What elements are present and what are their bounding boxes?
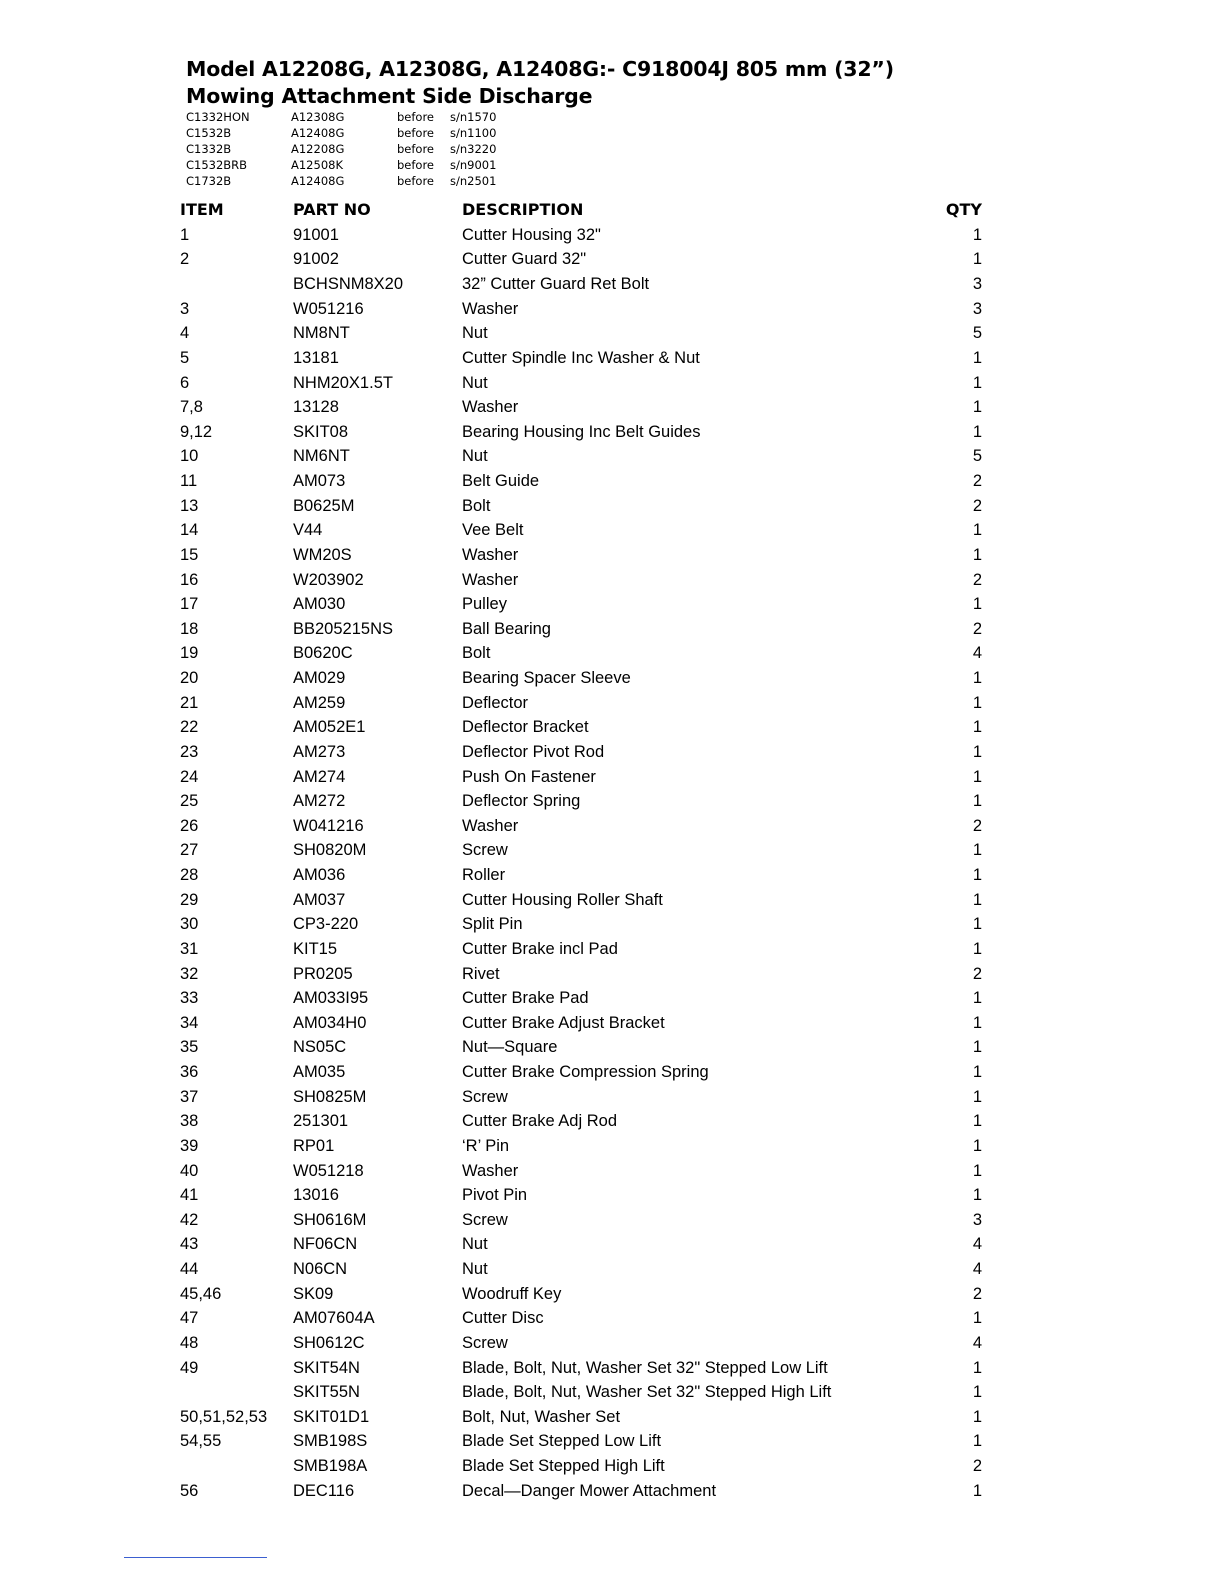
table-row [180, 1331, 1000, 1356]
cell-item: 39 [180, 1136, 199, 1155]
cell-item: 33 [180, 989, 199, 1008]
table-row [180, 1183, 1000, 1208]
cell-qty: 1 [972, 669, 982, 688]
cell-item: 37 [180, 1087, 199, 1106]
cell-item: 15 [180, 545, 199, 564]
table-header [180, 196, 1000, 223]
cell-part-no: W203902 [293, 570, 364, 589]
cell-item: 21 [180, 693, 199, 712]
cell-description: Rivet [462, 964, 500, 983]
cell-item: 45,46 [180, 1284, 222, 1303]
cell-qty: 1 [972, 1432, 982, 1451]
cell-part-no: SK09 [293, 1284, 334, 1303]
cell-part-no: 13181 [293, 348, 339, 367]
cell-description: Bolt [462, 644, 491, 663]
serial-when: before [397, 142, 435, 156]
table-row [180, 913, 1000, 938]
cell-item: 38 [180, 1112, 199, 1131]
cell-part-no: W051218 [293, 1161, 364, 1180]
cell-description: Bearing Housing Inc Belt Guides [462, 422, 701, 441]
cell-part-no: B0620C [293, 644, 353, 663]
cell-item: 27 [180, 841, 199, 860]
serial-note-row [186, 125, 496, 141]
table-row [180, 789, 1000, 814]
cell-qty: 1 [972, 1013, 982, 1032]
cell-qty: 1 [972, 841, 982, 860]
table-row [180, 1380, 1000, 1405]
serial-when: before [397, 126, 435, 140]
cell-item: 17 [180, 595, 199, 614]
table-row [180, 519, 1000, 544]
cell-item: 48 [180, 1333, 199, 1352]
cell-description: Woodruff Key [462, 1284, 562, 1303]
cell-description: Vee Belt [462, 521, 524, 540]
cell-qty: 1 [972, 1186, 982, 1205]
cell-part-no: AM07604A [293, 1309, 375, 1328]
cell-part-no: AM052E1 [293, 718, 366, 737]
cell-qty: 1 [972, 792, 982, 811]
cell-qty: 3 [972, 1210, 982, 1229]
footer-rule [124, 1557, 267, 1558]
cell-item: 43 [180, 1235, 199, 1254]
column-header-item: ITEM [180, 200, 224, 219]
table-row [180, 223, 1000, 248]
cell-qty: 1 [972, 225, 982, 244]
cell-qty: 1 [972, 1038, 982, 1057]
cell-part-no: SKIT01D1 [293, 1407, 370, 1426]
cell-item: 47 [180, 1309, 199, 1328]
cell-item: 2 [180, 250, 190, 269]
cell-description: Cutter Disc [462, 1309, 544, 1328]
table-row [180, 1159, 1000, 1184]
cell-item: 25 [180, 792, 199, 811]
cell-qty: 5 [972, 447, 982, 466]
cell-qty: 2 [972, 1284, 982, 1303]
cell-qty: 2 [972, 1457, 982, 1476]
table-row [180, 765, 1000, 790]
cell-description: Blade Set Stepped Low Lift [462, 1432, 662, 1451]
cell-description: Washer [462, 545, 519, 564]
cell-part-no: DEC116 [293, 1481, 355, 1500]
cell-qty: 2 [972, 472, 982, 491]
cell-part-no: NM8NT [293, 324, 350, 343]
cell-qty: 5 [972, 324, 982, 343]
cell-item: 44 [180, 1260, 199, 1279]
serial-number: s/n1570 [450, 110, 497, 124]
cell-part-no: AM073 [293, 472, 346, 491]
table-row [180, 1134, 1000, 1159]
cell-description: Belt Guide [462, 472, 540, 491]
cell-part-no: AM272 [293, 792, 346, 811]
cell-description: Nut—Square [462, 1038, 558, 1057]
table-row [180, 420, 1000, 445]
cell-description: Push On Fastener [462, 767, 596, 786]
cell-part-no: PR0205 [293, 964, 353, 983]
serial-code: C1332B [186, 142, 232, 156]
cell-item: 54,55 [180, 1432, 222, 1451]
cell-item: 29 [180, 890, 199, 909]
serial-number: s/n9001 [450, 158, 497, 172]
cell-description: Deflector Pivot Rod [462, 742, 605, 761]
cell-part-no: 13128 [293, 398, 339, 417]
cell-description: Nut [462, 447, 488, 466]
cell-qty: 2 [972, 816, 982, 835]
cell-qty: 1 [972, 348, 982, 367]
cell-description: Ball Bearing [462, 619, 551, 638]
table-row [180, 1356, 1000, 1381]
cell-qty: 1 [972, 1481, 982, 1500]
cell-part-no: SMB198S [293, 1432, 368, 1451]
cell-item: 40 [180, 1161, 199, 1180]
table-row [180, 839, 1000, 864]
cell-description: Cutter Brake Pad [462, 989, 589, 1008]
parts-table [180, 196, 1000, 1504]
cell-part-no: AM273 [293, 742, 346, 761]
cell-description: Cutter Spindle Inc Washer & Nut [462, 348, 700, 367]
cell-qty: 1 [972, 1383, 982, 1402]
serial-code: C1532BRB [186, 158, 248, 172]
cell-item: 22 [180, 718, 199, 737]
serial-model: A12408G [291, 174, 345, 188]
cell-qty: 1 [972, 422, 982, 441]
cell-part-no: SH0612C [293, 1333, 365, 1352]
cell-description: Deflector [462, 693, 529, 712]
cell-item: 56 [180, 1481, 199, 1500]
cell-qty: 1 [972, 693, 982, 712]
cell-item: 11 [180, 472, 198, 491]
cell-description: Roller [462, 866, 506, 885]
cell-qty: 4 [972, 1235, 982, 1254]
table-row [180, 1036, 1000, 1061]
table-row [180, 322, 1000, 347]
cell-description: Nut [462, 373, 488, 392]
serial-notes [186, 109, 496, 189]
column-header-qty: QTY [945, 200, 982, 219]
table-row [180, 1011, 1000, 1036]
cell-description: Cutter Guard 32" [462, 250, 587, 269]
table-row [180, 248, 1000, 273]
serial-model: A12408G [291, 126, 345, 140]
cell-item: 19 [180, 644, 199, 663]
cell-qty: 1 [972, 1407, 982, 1426]
cell-description: Cutter Brake Adjust Bracket [462, 1013, 665, 1032]
serial-when: before [397, 158, 435, 172]
cell-item: 16 [180, 570, 199, 589]
serial-note-row [186, 173, 496, 189]
table-row [180, 888, 1000, 913]
table-row [180, 937, 1000, 962]
cell-qty: 2 [972, 570, 982, 589]
cell-description: Decal—Danger Mower Attachment [462, 1481, 717, 1500]
cell-item: 23 [180, 742, 199, 761]
cell-description: Blade, Bolt, Nut, Washer Set 32" Stepped Low Lift [462, 1358, 828, 1377]
cell-item: 3 [180, 299, 190, 318]
serial-number: s/n3220 [450, 142, 497, 156]
table-row [180, 1110, 1000, 1135]
cell-qty: 3 [972, 299, 982, 318]
cell-part-no: SKIT55N [293, 1383, 360, 1402]
cell-description: Nut [462, 324, 488, 343]
cell-description: Pulley [462, 595, 507, 614]
cell-qty: 1 [972, 1309, 982, 1328]
cell-part-no: NS05C [293, 1038, 347, 1057]
table-row [180, 986, 1000, 1011]
table-row [180, 1454, 1000, 1479]
cell-description: Washer [462, 816, 519, 835]
serial-code: C1732B [186, 174, 232, 188]
table-row [180, 962, 1000, 987]
cell-qty: 2 [972, 964, 982, 983]
cell-description: 32” Cutter Guard Ret Bolt [462, 275, 650, 294]
cell-part-no: WM20S [293, 545, 352, 564]
cell-part-no: SMB198A [293, 1457, 368, 1476]
table-row [180, 1208, 1000, 1233]
table-row [180, 568, 1000, 593]
serial-model: A12208G [291, 142, 345, 156]
cell-part-no: B0625M [293, 496, 355, 515]
cell-part-no: BB205215NS [293, 619, 393, 638]
table-row [180, 1060, 1000, 1085]
table-row [180, 371, 1000, 396]
cell-item: 13 [180, 496, 199, 515]
cell-qty: 1 [972, 718, 982, 737]
cell-qty: 1 [972, 890, 982, 909]
cell-part-no: AM037 [293, 890, 346, 909]
cell-description: Bolt, Nut, Washer Set [462, 1407, 621, 1426]
cell-part-no: SKIT08 [293, 422, 349, 441]
table-row [180, 494, 1000, 519]
cell-qty: 3 [972, 275, 982, 294]
cell-part-no: AM029 [293, 669, 346, 688]
cell-description: Nut [462, 1260, 488, 1279]
cell-part-no: SKIT54N [293, 1358, 360, 1377]
cell-description: Washer [462, 398, 519, 417]
cell-item: 36 [180, 1063, 199, 1082]
cell-qty: 1 [972, 398, 982, 417]
serial-number: s/n1100 [450, 126, 497, 140]
table-row [180, 1307, 1000, 1332]
cell-qty: 4 [972, 1333, 982, 1352]
cell-part-no: N06CN [293, 1260, 348, 1279]
table-body [180, 223, 1000, 1504]
cell-item: 30 [180, 915, 199, 934]
cell-item: 5 [180, 348, 190, 367]
serial-note-row [186, 109, 496, 125]
cell-description: Screw [462, 1333, 508, 1352]
cell-qty: 1 [972, 1161, 982, 1180]
cell-item: 4 [180, 324, 190, 343]
cell-item: 18 [180, 619, 199, 638]
cell-item: 26 [180, 816, 199, 835]
cell-item: 32 [180, 964, 199, 983]
table-row [180, 1233, 1000, 1258]
cell-part-no: AM259 [293, 693, 346, 712]
cell-description: Screw [462, 1087, 508, 1106]
cell-qty: 1 [972, 521, 982, 540]
cell-item: 20 [180, 669, 199, 688]
cell-item: 14 [180, 521, 199, 540]
cell-item: 50,51,52,53 [180, 1407, 268, 1426]
cell-qty: 4 [972, 644, 982, 663]
table-row [180, 1430, 1000, 1455]
cell-item: 34 [180, 1013, 199, 1032]
cell-qty: 1 [972, 915, 982, 934]
cell-description: Cutter Brake incl Pad [462, 939, 618, 958]
table-row [180, 642, 1000, 667]
cell-qty: 1 [972, 989, 982, 1008]
cell-part-no: NHM20X1.5T [293, 373, 393, 392]
table-row [180, 716, 1000, 741]
cell-qty: 1 [972, 1112, 982, 1131]
table-row [180, 346, 1000, 371]
cell-qty: 1 [972, 1087, 982, 1106]
cell-part-no: SH0616M [293, 1210, 367, 1229]
serial-model: A12308G [291, 110, 345, 124]
serial-note-row [186, 157, 496, 173]
cell-qty: 1 [972, 742, 982, 761]
cell-part-no: SH0820M [293, 841, 367, 860]
cell-item: 24 [180, 767, 199, 786]
cell-part-no: AM030 [293, 595, 346, 614]
cell-qty: 4 [972, 1260, 982, 1279]
cell-qty: 1 [972, 866, 982, 885]
cell-item: 35 [180, 1038, 199, 1057]
table-row [180, 1479, 1000, 1504]
cell-part-no: AM033I95 [293, 989, 369, 1008]
cell-description: Screw [462, 841, 508, 860]
cell-qty: 1 [972, 250, 982, 269]
page-title: Model A12208G, A12308G, A12408G:- C918004J 805 mm (32”) Mowing Attachment Side Discharge [186, 57, 894, 108]
table-row [180, 691, 1000, 716]
cell-item: 42 [180, 1210, 199, 1229]
serial-code: C1332HON [186, 110, 250, 124]
cell-item: 28 [180, 866, 199, 885]
cell-description: Cutter Brake Adj Rod [462, 1112, 617, 1131]
cell-part-no: AM034H0 [293, 1013, 367, 1032]
cell-part-no: AM035 [293, 1063, 346, 1082]
cell-part-no: 91001 [293, 225, 339, 244]
table-row [180, 1257, 1000, 1282]
cell-qty: 1 [972, 595, 982, 614]
table-row [180, 666, 1000, 691]
table-row [180, 1405, 1000, 1430]
cell-item: 7,8 [180, 398, 203, 417]
cell-part-no: AM274 [293, 767, 346, 786]
cell-description: Washer [462, 299, 519, 318]
cell-description: Cutter Housing Roller Shaft [462, 890, 663, 909]
serial-code: C1532B [186, 126, 232, 140]
cell-qty: 1 [972, 1063, 982, 1082]
serial-number: s/n2501 [450, 174, 497, 188]
cell-description: Deflector Bracket [462, 718, 589, 737]
table-row [180, 469, 1000, 494]
table-row [180, 445, 1000, 470]
cell-part-no: 251301 [293, 1112, 349, 1131]
cell-description: Cutter Housing 32" [462, 225, 601, 244]
table-row [180, 297, 1000, 322]
serial-when: before [397, 110, 435, 124]
cell-part-no: 13016 [293, 1186, 339, 1205]
cell-part-no: 91002 [293, 250, 339, 269]
cell-part-no: CP3-220 [293, 915, 359, 934]
cell-part-no: V44 [293, 521, 323, 540]
cell-qty: 1 [972, 373, 982, 392]
cell-description: Blade, Bolt, Nut, Washer Set 32" Stepped High Lift [462, 1383, 832, 1402]
cell-qty: 1 [972, 1136, 982, 1155]
table-row [180, 617, 1000, 642]
table-row [180, 863, 1000, 888]
serial-model: A12508K [291, 158, 343, 172]
cell-item: 10 [180, 447, 199, 466]
cell-description: Pivot Pin [462, 1186, 528, 1205]
cell-description: Washer [462, 570, 519, 589]
serial-when: before [397, 174, 435, 188]
cell-qty: 2 [972, 619, 982, 638]
cell-item: 31 [180, 939, 199, 958]
serial-note-row [186, 141, 496, 157]
table-row [180, 592, 1000, 617]
table-row [180, 272, 1000, 297]
cell-part-no: AM036 [293, 866, 346, 885]
cell-description: Bearing Spacer Sleeve [462, 669, 631, 688]
cell-qty: 2 [972, 496, 982, 515]
cell-part-no: W041216 [293, 816, 364, 835]
cell-part-no: RP01 [293, 1136, 335, 1155]
cell-item: 41 [180, 1186, 199, 1205]
table-row [180, 740, 1000, 765]
cell-description: Bolt [462, 496, 491, 515]
cell-part-no: W051216 [293, 299, 364, 318]
table-row [180, 395, 1000, 420]
cell-description: Split Pin [462, 915, 523, 934]
column-header-description: DESCRIPTION [462, 200, 584, 219]
cell-part-no: NM6NT [293, 447, 350, 466]
cell-qty: 1 [972, 767, 982, 786]
cell-description: Screw [462, 1210, 508, 1229]
cell-description: Blade Set Stepped High Lift [462, 1457, 665, 1476]
cell-part-no: KIT15 [293, 939, 338, 958]
table-row [180, 543, 1000, 568]
cell-description: ‘R’ Pin [462, 1136, 510, 1155]
cell-part-no: BCHSNM8X20 [293, 275, 404, 294]
cell-item: 1 [180, 225, 190, 244]
cell-description: Washer [462, 1161, 519, 1180]
table-row [180, 814, 1000, 839]
table-row [180, 1085, 1000, 1110]
cell-description: Deflector Spring [462, 792, 581, 811]
cell-description: Cutter Brake Compression Spring [462, 1063, 709, 1082]
cell-qty: 1 [972, 545, 982, 564]
cell-item: 6 [180, 373, 190, 392]
column-header-part-no: PART NO [293, 200, 371, 219]
cell-qty: 1 [972, 939, 982, 958]
cell-part-no: SH0825M [293, 1087, 367, 1106]
cell-item: 49 [180, 1358, 199, 1377]
table-row [180, 1282, 1000, 1307]
cell-item: 9,12 [180, 422, 213, 441]
cell-qty: 1 [972, 1358, 982, 1377]
cell-description: Nut [462, 1235, 488, 1254]
cell-part-no: NF06CN [293, 1235, 358, 1254]
